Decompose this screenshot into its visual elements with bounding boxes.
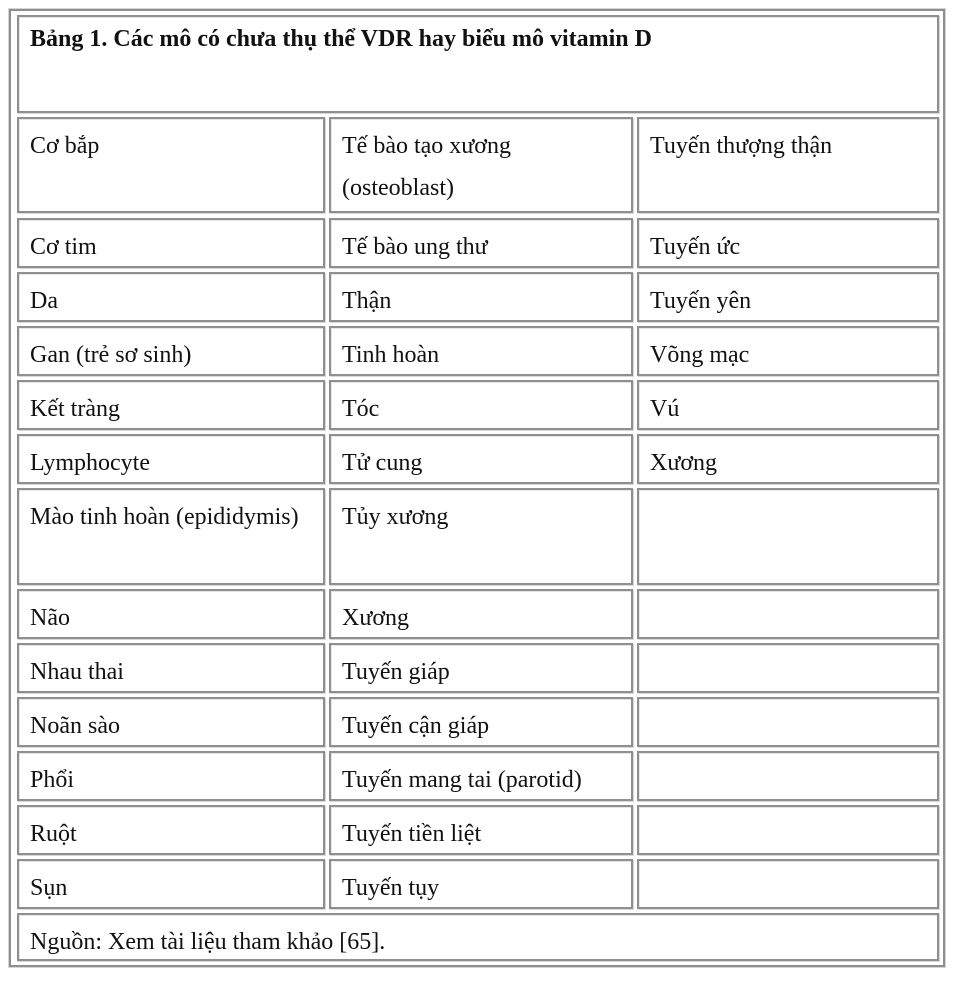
table-cell: Tuyến yên xyxy=(637,272,939,322)
table-cell: Kết tràng xyxy=(17,380,325,430)
table-cell: Phổi xyxy=(17,751,325,801)
table-cell xyxy=(637,751,939,801)
table-cell xyxy=(637,859,939,909)
table-cell: Xương xyxy=(329,589,633,639)
table-cell: Tế bào ung thư xyxy=(329,218,633,268)
table-cell xyxy=(637,697,939,747)
table-cell: Tinh hoàn xyxy=(329,326,633,376)
table-cell: Sụn xyxy=(17,859,325,909)
table-footer: Nguồn: Xem tài liệu tham khảo [65]. xyxy=(17,913,939,961)
table-cell: Cơ bắp xyxy=(17,117,325,213)
table-cell: Não xyxy=(17,589,325,639)
table-cell xyxy=(637,643,939,693)
table-cell: Ruột xyxy=(17,805,325,855)
table-cell xyxy=(637,805,939,855)
table-cell: Lymphocyte xyxy=(17,434,325,484)
table-cell: Noãn sào xyxy=(17,697,325,747)
table-cell: Thận xyxy=(329,272,633,322)
table-cell: Gan (trẻ sơ sinh) xyxy=(17,326,325,376)
table-cell: Tuyến ức xyxy=(637,218,939,268)
table-cell: Tử cung xyxy=(329,434,633,484)
table-cell xyxy=(637,488,939,585)
table-cell: Tế bào tạo xương (osteoblast) xyxy=(329,117,633,213)
table-cell xyxy=(637,589,939,639)
table-cell: Võng mạc xyxy=(637,326,939,376)
table-cell: Tuyến giáp xyxy=(329,643,633,693)
table-cell: Xương xyxy=(637,434,939,484)
table-cell: Tuyến tiền liệt xyxy=(329,805,633,855)
table-cell: Da xyxy=(17,272,325,322)
table-cell: Mào tinh hoàn (epididymis) xyxy=(17,488,325,585)
table-cell: Tóc xyxy=(329,380,633,430)
table-cell: Tủy xương xyxy=(329,488,633,585)
table-cell: Tuyến thượng thận xyxy=(637,117,939,213)
table-cell: Tuyến mang tai (parotid) xyxy=(329,751,633,801)
table-cell: Cơ tim xyxy=(17,218,325,268)
table-cell: Tuyến tụy xyxy=(329,859,633,909)
table-title: Bảng 1. Các mô có chưa thụ thể VDR hay biểu mô vitamin D xyxy=(17,15,939,113)
table-cell: Tuyến cận giáp xyxy=(329,697,633,747)
table-cell: Vú xyxy=(637,380,939,430)
table-cell: Nhau thai xyxy=(17,643,325,693)
